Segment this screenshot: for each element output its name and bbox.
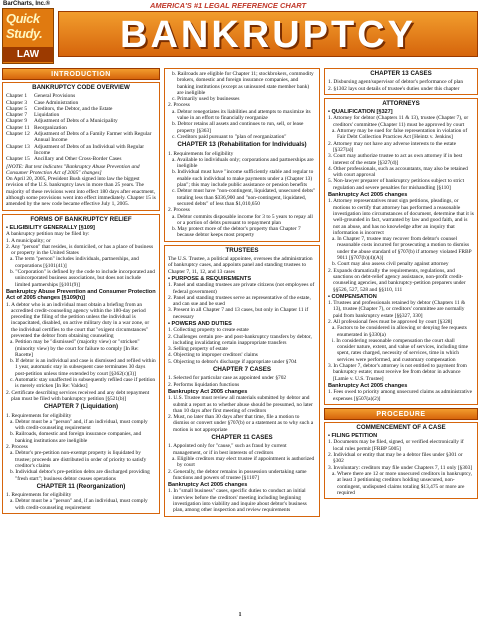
list-item: 2. Generally, the debtor remains in possession undertaking same functions and powers of trustee [§1107]: [168, 468, 307, 481]
logo-law-badge: LAW: [3, 47, 53, 62]
list-item: 5. Non-lawyer preparer of bankruptcy petitions subject to strict regulation and severe penalties for mishandling [§110]: [328, 178, 465, 191]
list-item: a. Debtor must be a "person" and, if an individual, must comply with credit-counseling requirement: [10, 418, 148, 432]
column-1: [2, 68, 160, 616]
list-item: 1. Trustees and professionals retained by debtor (Chapters 11 & 13), trustee (Chapter 7), or creditors' committee are normally paid from bankruptcy estate [§§327, 330]: [328, 300, 466, 319]
list-item: 1. Requirements for eligibility: [6, 412, 72, 419]
list-item: b. Individual must have "income sufficiently stable and regular to enable such individual to make payments under a (Chapter 13) plan"; this may include public assistance or pension benefits: [172, 169, 314, 189]
list-item: 2. Individual or entity that may be a debtor files under §301 or §302: [328, 452, 463, 465]
quickstudy-logo: [2, 8, 54, 64]
list-item: c. Debtor must have "non-contingent, liquidated, unsecured debts" totaling less than $336,900 and "non-contingent, liquidated, secured debts" of less than $1,010,650: [172, 188, 316, 207]
page-number: 1: [238, 612, 242, 618]
list-item: 1. Fees owed to priority among unsecured claims as administrative expenses [§507(a)(2)]: [328, 389, 473, 402]
chapter-list: [6, 93, 156, 162]
list-item: 2. Performs liquidation functions: [168, 381, 240, 388]
powers-list: [168, 327, 316, 365]
eligibility-list: [6, 231, 156, 288]
chapter11-continued-box: [164, 68, 320, 242]
chapter-description: General Provisions: [34, 93, 76, 100]
chapter-number: Chapter 7: [6, 112, 28, 119]
list-item: 3. Selling property of estate: [168, 346, 228, 353]
compensation-heading: • COMPENSATION: [328, 293, 377, 300]
chapter7-cases-list: [168, 375, 316, 388]
chapter11-abuse-heading: Bankruptcy Act 2005 changes: [168, 482, 248, 489]
list-item: 2. Process: [168, 207, 190, 214]
list-item: 1. A municipality; or: [6, 237, 51, 244]
chapter-description: Creditors, the Debtor, and the Estate: [34, 105, 113, 112]
filing-petition-list: [328, 439, 474, 496]
list-item: 1. Disbursing agent/supervisor of debtor's performance of plan: [328, 79, 464, 86]
list-item: 2. Panel and standing trustees serve as representative of the estate, and can sue and be sued: [168, 294, 311, 308]
list-item: 1. Attorney for debtor (Chapters 11 & 13), trustee (Chapter 7), or creditors' committee (Chapter 11) must be approved by court: [328, 115, 469, 128]
chapter11-list: [6, 492, 156, 511]
chapter13-cases-list: [328, 79, 474, 92]
chapter7-list: [6, 413, 156, 482]
list-item: 2. Process: [6, 444, 28, 451]
chapter-number: Chapter 9: [6, 118, 28, 125]
chapter-description: Liquidation: [34, 112, 60, 119]
chapter-description: Case Administration: [34, 99, 79, 106]
chapter7-abuse-list: [168, 395, 316, 433]
list-item: a. Debtor renegotiates its liabilities and attempts to maximize its value in an effort to financially reorganize: [172, 108, 311, 122]
list-item: a. Available to individuals only; corporations and partnerships are ineligible: [172, 156, 314, 170]
qualification-abuse-heading: Bankruptcy Act 2005 changes: [328, 192, 408, 199]
list-item: 4. Other professionals, such as accountants, may also be retained with court approval: [328, 165, 468, 179]
eligibility-heading: • ELIGIBILITY GENERALLY [§109]: [6, 224, 95, 231]
list-item: a. Where there are 12 or more unsecured creditors in bankruptcy, at least 3 petitioning creditors holding unsecured, non-contingent, undisputed claims totaling $13,475 or more are required: [332, 470, 472, 496]
list-item: 3. Court may authorize trustee to act as own attorney if in best interest of the estate [§327(d)]: [328, 153, 463, 166]
list-item: 1. Requirements for eligibility: [6, 492, 72, 499]
chapter-description: Adjustment of Debts of an Individual with Regular Income: [34, 143, 145, 156]
list-item: b. May protect more of the debtor's property than Chapter 7 because debtor keeps most property: [172, 226, 301, 239]
purpose-list: [168, 282, 316, 320]
list-item: b. Railroads are eligible for Chapter 11; stockbrokers, commodity brokers, domestic and foreign insurance companies, and banking institutions (except as uninsured state member bank) are ineligible: [172, 71, 314, 96]
chapter-description: Adjustment of Debts of a Family Farmer with Regular Annual Income: [34, 131, 152, 144]
list-item: 2. §1302 lays out details of trustee's duties under this chapter: [328, 85, 460, 92]
logo-study-text: Study.: [6, 26, 43, 41]
column-3: [324, 68, 478, 616]
list-item: a. Factors to be considered in allowing or denying fee requests enumerated in §330(a): [332, 325, 467, 338]
intro-paragraph: On April 20, 2005, President Bush signed into law the biggest revision of the U.S. bankruptcy laws in more than 25 years. The majority of these revisions went into effect 180 days after enactment, although some provisions went into effect immediately. Chapter 15 is amended by the new code became effective July 1, 2005.: [6, 176, 156, 208]
chapter13-cases-title: CHAPTER 13 CASES: [370, 70, 432, 77]
list-item: b. Railroads, domestic and foreign insurance companies, and banking institutions are ineligible: [10, 431, 142, 444]
list-item: a. The term "person" includes individuals, partnerships, and corporations [§101(41)]: [10, 256, 139, 269]
list-item: 1. Documents may be filed, signed, or verified electronically if local rules permit [FRBP 5005]: [328, 439, 464, 452]
chapter11-abuse-list: [168, 488, 316, 513]
publisher-name: BarCharts, Inc.®: [3, 1, 51, 7]
chapter-row: [6, 131, 156, 144]
list-item: 1. Attorney representatives must sign petitions, pleadings, or motions to certify that attorney has performed a reasonable investigation into circumstances of document, determine that it is well-grounded in fact, warranted by law and good faith, and is not an abuse, and has no knowledge after an inquiry that information is incorrect: [328, 198, 474, 236]
chapter-number: Chapter 15: [6, 156, 30, 163]
list-item: b. Individual debtor's pre-petition debts are discharged providing "fresh start"; business debtor ceases operations: [10, 469, 150, 482]
chapter-description: Ancillary and Other Cross-Border Cases: [34, 156, 122, 163]
chapter-number: Chapter 11: [6, 124, 30, 131]
list-item: a. Debtor commits disposable income for 3 to 5 years to repay all or a portion of debts pursuant to repayment plan: [172, 213, 313, 226]
trustees-paragraph: The U.S. Trustee, a political appointee, oversees the administration of bankruptcy cases, and appoints panel and standing trustees to Chapter 7, 11, 12, and 13 cases: [168, 256, 313, 275]
qualification-heading: • QUALIFICATION [§327]: [328, 109, 393, 116]
chapter13-title: CHAPTER 13 (Rehabilitation for Individuals): [177, 141, 307, 149]
chapter11-cases-list: [168, 443, 316, 481]
list-item: 2. Expands dramatically the requirements, regulations, and sanctions on debt-relief agency assistance, non-profit credit-counseling agencies, and bankruptcy-petition preparers under §§526, 527, 528 and §§110, 111: [328, 267, 466, 293]
tagline: AMERICA'S #1 LEGAL REFERENCE CHART: [150, 1, 307, 10]
list-item: 1. Collecting property to create estate: [168, 327, 249, 334]
qualification-abuse-list: [328, 198, 474, 292]
chapter-description: Adjustment of Debts of a Municipality: [34, 118, 118, 125]
chapter7-cases-title: CHAPTER 7 CASES: [212, 366, 272, 374]
introduction-band: INTRODUCTION: [2, 68, 160, 80]
compensation-abuse-heading: Bankruptcy Act 2005 changes: [328, 382, 408, 389]
code-overview-box: [2, 82, 160, 211]
list-item: 2. Process: [168, 102, 190, 109]
chapter11-cases-title: CHAPTER 11 CASES: [211, 434, 273, 442]
qualification-list: [328, 115, 474, 191]
powers-heading: • POWERS AND DUTIES: [168, 320, 232, 327]
list-item: a. Debtor's pre-petition non-exempt property is liquidated by trustee; proceeds are distributed in order of priority to satisfy creditor's claims: [10, 450, 147, 469]
page-title: BANKRUPTCY: [120, 14, 416, 56]
list-item: c. Creditors paid pursuant to "plan of reorganization": [172, 133, 287, 140]
list-item: 3. Present in all Chapter 7 and 13 cases, but only in Chapter 11 if necessary: [168, 307, 309, 320]
list-item: a. Petition may be "dismissed" (majority view) or "stricken" (minority view) by the court for failure to comply [In Re: Racette]: [10, 339, 140, 358]
logo-quick-text: Quick: [6, 11, 40, 26]
attorneys-box: [324, 98, 478, 405]
chapter7-title: CHAPTER 7 (Liquidation): [43, 403, 119, 411]
chapter13-list: [168, 151, 316, 239]
purpose-heading: • PURPOSE & REQUIREMENTS: [168, 275, 252, 282]
column-2: [164, 68, 320, 616]
list-item: 2. Certificate describing services received and any debt repayment plan must be filed with bankruptcy petition [§521(b)]: [6, 389, 150, 402]
chapter-number: Chapter 1: [6, 93, 28, 100]
commencement-box: [324, 422, 478, 499]
list-item: b. If debtor is an individual and case is dismissed and refiled within 1 year, automatic stay in subsequent case terminates 30 days post-petition unless time extended by court [§362(c)(3)]: [10, 358, 156, 377]
list-item: 1. Requirements for eligibility: [168, 150, 234, 157]
list-item: 2. Challenges certain pre- and post-bankruptcy transfers by debtor, including invalidating certain inappropriate transfers: [168, 333, 312, 346]
list-item: 2. Attorney may not have any adverse interests to the estate [§327(a)]: [328, 140, 456, 153]
list-item: 2. All professional fees must be approved by court [§328]: [328, 318, 453, 325]
compensation-abuse-list: [328, 389, 474, 402]
abuse-act-list: [6, 302, 156, 403]
trustees-box: [164, 245, 320, 517]
trustees-title: TRUSTEES: [225, 246, 259, 254]
list-item: A bankruptcy petition may be filed by:: [6, 231, 90, 238]
chapter7-abuse-heading: Bankruptcy Act 2005 changes: [168, 388, 248, 395]
list-item: 1. A debtor who is an individual must obtain a briefing from an accredited credit-counseling agency within the 180-day period preceding the filing of the petition unless the individual is incapacitated, disabled, on active military duty in a war zone, or the individual certifies to the court that "exigent circumstances" prevented the debtor from obtaining counseling: [6, 301, 150, 339]
list-item: b. "Corporation" is defined by the code to include incorporated and unincorporated business associations, but does not include limited partnerships [§101(9)]: [10, 269, 155, 288]
list-item: 1. U.S. Trustee must review all materials submitted by debtor and submit a report as to whether abuse should be presumed, no later than 10 days after first meeting of creditors: [168, 395, 313, 414]
list-item: 3. In Chapter 7, debtor's attorney is not entitled to payment from bankruptcy estate; must receive fee from debtor in advance [Lamie v. U.S. Trustee]: [328, 363, 467, 382]
chapter-number: Chapter 5: [6, 105, 28, 112]
chapter-number: Chapter 13: [6, 143, 30, 150]
list-item: c. Automatic stay unaffected in subsequently refiled case if petition is merely stricken [In Re: Valdez]: [10, 377, 156, 390]
list-item: b. Court may also assess civil penalty against attorney: [332, 261, 449, 268]
filing-petition-heading: • FILING PETITION: [328, 433, 378, 440]
note-text: [NOTE: But text indicates "Bankruptcy Abuse Prevention and Consumer Protection Act of 2005" changes]: [6, 163, 140, 176]
list-item: 1. Panel and standing trustees are private citizens (not employees of federal government): [168, 282, 315, 295]
list-item: a. Debtor must be a "person" and, if an individual, must comply with credit-counseling requirement: [10, 498, 148, 511]
list-item: 2. Any "person" that resides, is domiciled, or has a place of business or property in the United States: [6, 243, 154, 257]
chapter13-cases-box: [324, 68, 478, 95]
forms-of-relief-box: [2, 214, 160, 514]
chapter-number: Chapter 12: [6, 131, 30, 138]
list-item: a. In Chapter 7, trustee may recover from debtor's counsel reasonable costs incurred for prosecuting a motion to dismiss under the abuse standard of §707(b) if attorney violated FRBP 9011 [§707(b)(4)(A)]: [332, 236, 472, 262]
compensation-list: [328, 300, 474, 382]
chapter11-continued-list: [168, 71, 316, 140]
abuse-act-heading: Bankruptcy Abuse Prevention and Consumer Protection Act of 2005 changes [§109(h)]: [6, 288, 156, 302]
chapter-description: Reorganization: [34, 124, 67, 131]
title-band: [58, 11, 478, 57]
chapter-row: [6, 144, 156, 157]
procedure-band: PROCEDURE: [324, 408, 478, 420]
list-item: 1. In "small business" cases, specific duties to conduct an initial interview before the creditors' meeting including beginning investigation into viability and inquire about debtor's business plan, among other inspection and review requirements: [168, 488, 307, 514]
list-item: a. Eligible creditors may elect trustee if appointment is authorized by court: [172, 455, 315, 469]
list-item: 3. Involuntary: creditors may file under Chapters 7, 11 only [§303]: [328, 464, 473, 471]
commencement-title: COMMENCEMENT OF A CASE: [356, 423, 446, 431]
list-item: 5. Objecting to debtor's discharge if appropriate under §704: [168, 358, 297, 365]
list-item: b. Debtor retains all assets and continues to run, sell, or lease property [§363]: [172, 121, 304, 134]
chapter-number: Chapter 3: [6, 99, 28, 106]
list-item: 1. Selected for particular case as appointed under §702: [168, 375, 287, 382]
list-item: 4. Objecting to improper creditors' claims: [168, 352, 258, 359]
chapter11-title: CHAPTER 11 (Reorganization): [36, 482, 126, 490]
chapter-row: [6, 156, 156, 162]
list-item: a. Attorney may be sued for false representation in violation of Fair Debt Collection Practices Act [Heintz v. Jenkins]: [332, 128, 468, 141]
list-item: c. Primarily used by businesses: [172, 96, 240, 103]
page-header: [0, 0, 480, 68]
attorneys-title: ATTORNEYS: [382, 99, 420, 107]
code-overview-title: BANKRUPTCY CODE OVERVIEW: [32, 84, 130, 91]
list-item: i. In considering reasonable compensation the court shall consider nature, extent, and value of services, including time spent, rates charged, necessity of services, time in which services were performed, and customary compensation: [332, 337, 468, 363]
list-item: 2. Must, no later than 30 days after that time, file a motion to dismiss or convert under §707(b) or a statement as to why such a motion is not appropriate: [168, 414, 314, 433]
forms-of-relief-title: FORMS OF BANKRUPTCY RELIEF: [30, 215, 132, 223]
list-item: 1. Appointed only for "cause," such as fraud by current management, or if in best interests of creditors: [168, 443, 287, 456]
